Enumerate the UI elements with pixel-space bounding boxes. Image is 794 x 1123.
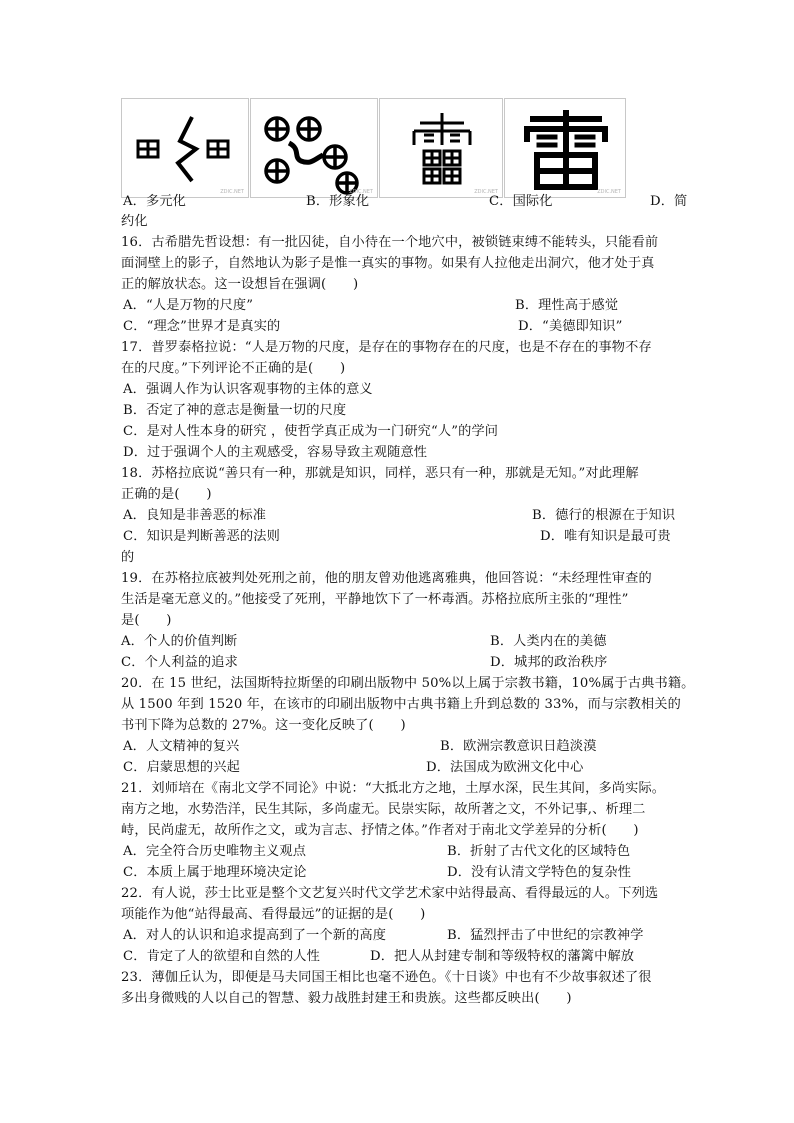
image-panel-oracle	[121, 98, 249, 198]
text-line: 从 1500 年到 1520 年，在该市的印刷出版物中古典书籍上升到总数的 33%，而与宗教相关的	[121, 697, 681, 712]
text-line: A．个人的价值判断	[121, 634, 238, 649]
text-line: B．形象化	[306, 194, 370, 209]
text-line: B．理性高于感觉	[515, 298, 619, 313]
text-line: 正确的是( )	[121, 487, 212, 502]
text-line: B．欧洲宗教意识日趋淡漠	[440, 739, 597, 754]
text-line: A．完全符合历史唯物主义观点	[123, 844, 307, 859]
modern-lei-character-icon	[505, 99, 626, 198]
text-line: A．良知是非善恶的标准	[123, 508, 267, 523]
watermark-1: ZDIC.NET	[220, 189, 244, 195]
text-line: C．是对人性本身的研究 ，使哲学真正成为一门研究“人”的学问	[123, 424, 499, 439]
text-line: 是( )	[121, 613, 172, 628]
text-line: A．多元化	[123, 194, 187, 209]
text-line: 生活是毫无意义的。”他接受了死刑，平静地饮下了一杯毒酒。苏格拉底所主张的“理性”	[121, 592, 629, 607]
text-line: D．法国成为欧洲文化中心	[426, 760, 584, 775]
text-line: D．简	[650, 194, 688, 209]
text-line: C．本质上属于地理环境决定论	[123, 865, 307, 880]
text-line: C．肯定了人的欲望和自然的人性	[123, 949, 320, 964]
watermark-2: ZDIC.NET	[349, 189, 373, 195]
seal-lei-character-icon	[380, 99, 503, 198]
text-line: D．唯有知识是最可贵	[540, 529, 671, 544]
character-evolution-strip	[121, 98, 626, 198]
text-line: B．人类内在的美德	[490, 634, 607, 649]
image-panel-modern	[504, 98, 626, 198]
text-line: 17．普罗泰格拉说：“人是万物的尺度，是存在的事物存在的尺度，也是不存在的事物不存	[121, 340, 652, 355]
text-line: 正的解放状态。这一设想旨在强调( )	[121, 277, 359, 292]
text-line: A．对人的认识和追求提高到了一个新的高度	[123, 928, 387, 943]
text-line: C．启蒙思想的兴起	[123, 760, 240, 775]
text-line: B．猛烈抨击了中世纪的宗教神学	[447, 928, 644, 943]
text-line: A．强调人作为认识客观事物的主体的意义	[123, 382, 373, 397]
text-line: C．个人利益的追求	[121, 655, 238, 670]
text-line: 22．有人说，莎士比亚是整个文艺复兴时代文学艺术家中站得最高、看得最远的人。下列选	[121, 886, 659, 901]
text-line: 16．古希腊先哲设想：有一批囚徒，自小待在一个地穴中，被锁链束缚不能转头，只能看前	[121, 235, 659, 250]
text-line: 约化	[121, 214, 148, 229]
text-line: 项能作为他“站得最高、看得最远”的证据的是( )	[121, 907, 426, 922]
text-line: B．否定了神的意志是衡量一切的尺度	[123, 403, 347, 418]
text-line: 18．苏格拉底说“善只有一种，那就是知识，同样，恶只有一种，那就是无知。”对此理解	[121, 466, 639, 481]
text-line: C．知识是判断善恶的法则	[123, 529, 280, 544]
text-line: D．城邦的政治秩序	[490, 655, 608, 670]
text-line: A．人文精神的复兴	[123, 739, 240, 754]
text-line: 在的尺度。”下列评论不正确的是( )	[121, 361, 346, 376]
text-line: 峙，民尚虚无，故所作之文，或为言志、抒情之体。”作者对于南北文学差异的分析( )	[121, 823, 639, 838]
text-line: 23．薄伽丘认为，即便是马夫同国王相比也毫不逊色。《十日谈》中也有不少故事叙述了很	[121, 970, 652, 985]
text-line: 书刊下降为总数的 27%。这一变化反映了( )	[121, 718, 406, 733]
text-line: B．折射了古代文化的区域特色	[447, 844, 631, 859]
bronze-lei-character-icon	[251, 99, 378, 198]
image-panel-seal	[379, 98, 503, 198]
text-line: 21．刘师培在《南北文学不同论》中说：“大抵北方之地，土厚水深，民生其间，多尚实际。	[121, 781, 666, 796]
text-line: D．没有认清文学特色的复杂性	[447, 865, 632, 880]
text-line: B．德行的根源在于知识	[532, 508, 676, 523]
text-line: 的	[121, 550, 135, 565]
text-line: D．把人从封建专制和等级特权的藩篱中解放	[370, 949, 635, 964]
text-line: 19．在苏格拉底被判处死刑之前，他的朋友曾劝他逃离雅典，他回答说：“未经理性审查的	[121, 571, 652, 586]
text-line: A．“人是万物的尺度”	[123, 298, 254, 313]
text-line: 面洞壁上的影子，自然地认为影子是惟一真实的事物。如果有人拉他走出洞穴，他才处于真	[121, 256, 655, 271]
text-line: 20．在 15 世纪，法国斯特拉斯堡的印刷出版物中 50%以上属于宗教书籍，10%属于古典书籍。	[121, 676, 695, 691]
image-panel-bronze	[250, 98, 378, 198]
watermark-4: ZDIC.NET	[597, 189, 621, 195]
text-line: 多出身微贱的人以自己的智慧、毅力战胜封建王和贵族。这些都反映出( )	[121, 991, 572, 1006]
text-line: C．国际化	[489, 194, 553, 209]
text-line: D．过于强调个人的主观感受，容易导致主观随意性	[123, 445, 428, 460]
watermark-3: ZDIC.NET	[474, 189, 498, 195]
text-line: 南方之地，水势浩洋，民生其际，多尚虚无。民崇实际，故所著之文，不外记事,、析理二	[121, 802, 646, 817]
ancient-lei-character-icon	[122, 99, 249, 198]
text-line: D．“美德即知识”	[518, 319, 623, 334]
text-line: C．“理念”世界才是真实的	[123, 319, 281, 334]
